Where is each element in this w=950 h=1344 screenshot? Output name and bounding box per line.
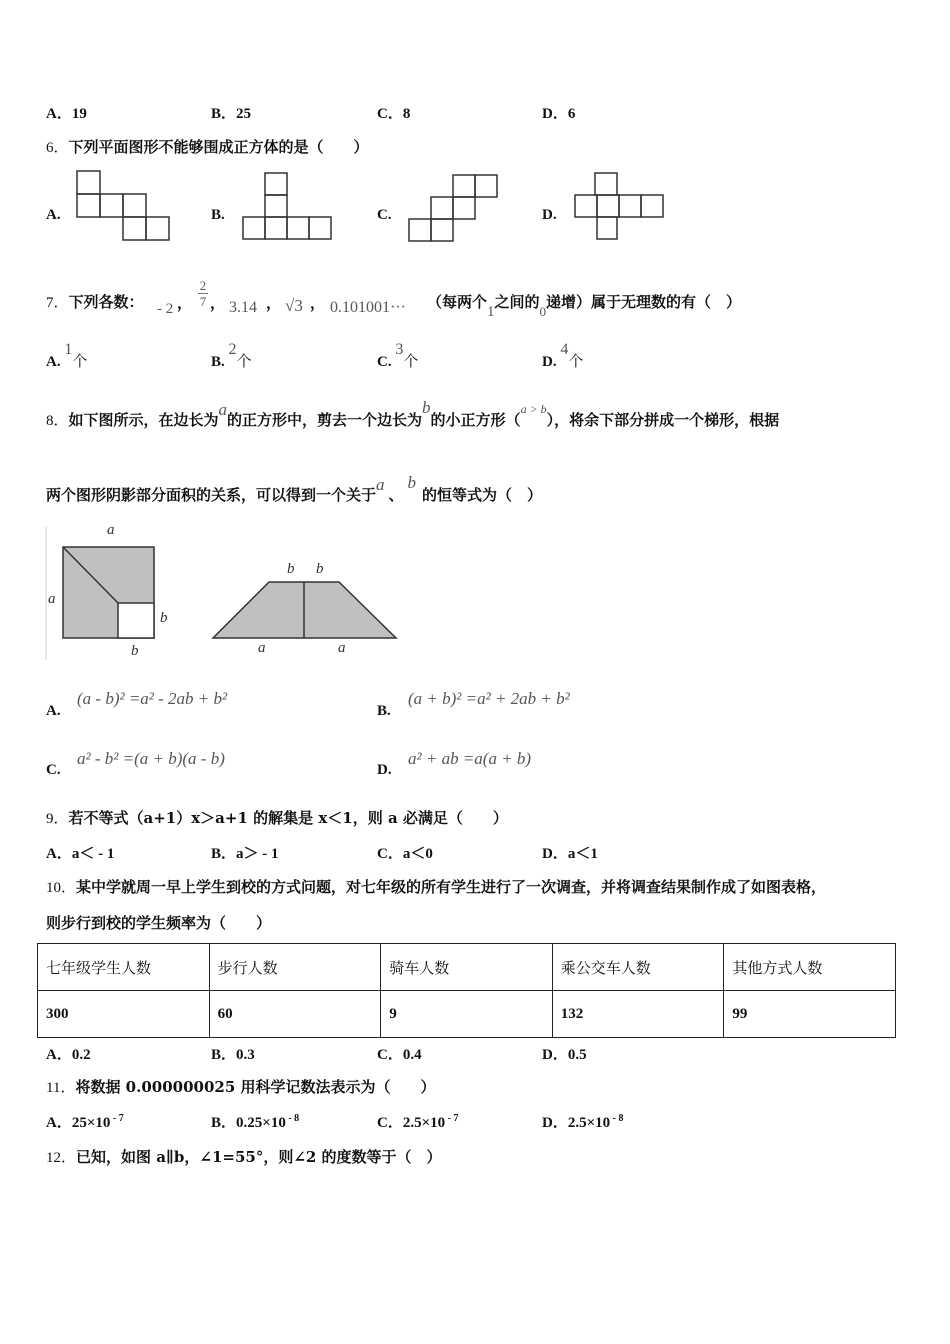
table-cell: 60 <box>209 991 381 1038</box>
trapezoid-label-bottom-right: a <box>338 640 346 656</box>
question-9-stem: 9．若不等式（a+1）x＞a+1 的解集是 x＜1，则 a 必满足（ ） <box>46 809 508 827</box>
q6-option-a-label[interactable]: A. <box>46 207 61 223</box>
square-label-top: a <box>107 522 115 538</box>
q7-option-a[interactable]: A. 1个 <box>46 341 88 370</box>
q8-option-d-label[interactable]: D. <box>377 762 392 778</box>
table-cell: 9 <box>381 991 553 1038</box>
q7-num-sqrt3: √3 <box>285 296 303 315</box>
q10-option-b[interactable]: B．0.3 <box>211 1047 255 1063</box>
q6-option-c-label[interactable]: C. <box>377 207 392 223</box>
table-header-cell: 步行人数 <box>209 944 381 991</box>
q9-option-c[interactable]: C．a＜0 <box>377 846 433 862</box>
q7-option-b[interactable]: B. 2个 <box>211 341 252 370</box>
separator: ， <box>266 294 282 312</box>
square-label-right: b <box>160 610 168 626</box>
table-cell: 132 <box>552 991 724 1038</box>
q9-option-b[interactable]: B．a＞ - 1 <box>211 846 279 862</box>
table-cell: 300 <box>38 991 210 1038</box>
square-label-bottom: b <box>131 643 139 659</box>
separator: ， <box>310 294 326 312</box>
q11-option-a[interactable]: A．25×10 $^{- 7}$ <box>46 1113 124 1131</box>
question-10-line1: 10．某中学就周一早上学生到校的方式问题，对七年级的所有学生进行了一次调查，并将调查结果制作成了如图表格， <box>46 878 827 896</box>
trapezoid-label-top-left: b <box>287 561 295 577</box>
q5-option-c[interactable]: C．8 <box>377 106 411 122</box>
q8-option-b-label[interactable]: B. <box>377 703 391 719</box>
q11-option-c[interactable]: C．2.5×10 $^{- 7}$ <box>377 1113 459 1131</box>
q10-option-d[interactable]: D．0.5 <box>542 1047 587 1063</box>
question-8-line1: 8．如下图所示，在边长为a的正方形中，剪去一个边长为b的小正方形（$^{a > b}$），将余下部分拼成一个梯形，根据 <box>46 398 780 429</box>
q8-option-a-label[interactable]: A. <box>46 703 61 719</box>
question-11-stem: 11．将数据 0.000000025 用科学记数法表示为（ ） <box>46 1078 436 1096</box>
fraction-numerator: 2 <box>199 278 207 293</box>
question-6-stem: 6．下列平面图形不能够围成正方体的是（ ） <box>46 138 369 156</box>
table-cell: 99 <box>724 991 896 1038</box>
trapezoid-label-bottom-left: a <box>258 640 266 656</box>
q5-option-a[interactable]: A．19 <box>46 106 87 122</box>
fraction-denominator: 7 <box>199 294 207 309</box>
trapezoid-label-top-right: b <box>316 561 324 577</box>
separator: ， <box>177 294 193 312</box>
separator: ， <box>210 294 226 312</box>
table-header-cell: 骑车人数 <box>381 944 553 991</box>
table-header-row <box>38 944 896 991</box>
question-7-stem: 7．下列各数： <box>46 293 144 311</box>
q9-option-a[interactable]: A．a＜ - 1 <box>46 846 115 862</box>
q7-num-314: 3.14 <box>229 299 257 316</box>
survey-table <box>37 943 896 1038</box>
question-10-line2: 则步行到校的学生频率为（ ） <box>46 914 272 932</box>
table-header-cell: 其他方式人数 <box>724 944 896 991</box>
q8-option-d-formula: a² + ab =a(a + b) <box>408 749 532 768</box>
q9-option-d[interactable]: D．a＜1 <box>542 846 598 862</box>
q10-option-c[interactable]: C．0.4 <box>377 1047 422 1063</box>
q8-option-a-formula: (a - b)² =a² - 2ab + b² <box>77 689 228 708</box>
question-8-line2: 两个图形阴影部分面积的关系，可以得到一个关于a、b的恒等式为（ ） <box>46 473 543 504</box>
q7-num-decimal: 0.101001··· <box>330 299 406 316</box>
q7-num-neg2: - 2 <box>157 301 174 317</box>
q10-option-a[interactable]: A．0.2 <box>46 1047 91 1063</box>
q8-option-c-formula: a² - b² =(a + b)(a - b) <box>77 749 225 768</box>
table-header-cell: 乘公交车人数 <box>552 944 724 991</box>
q6-option-d-label[interactable]: D. <box>542 207 557 223</box>
q7-option-d[interactable]: D. 4个 <box>542 341 584 370</box>
table-header-cell: 七年级学生人数 <box>38 944 210 991</box>
q11-option-d[interactable]: D．2.5×10 $^{- 8}$ <box>542 1113 624 1131</box>
question-12-stem: 12．已知，如图 a∥b，∠1=55°，则∠2 的度数等于（ ） <box>46 1148 442 1166</box>
table-row <box>38 991 896 1038</box>
q6-option-b-label[interactable]: B. <box>211 207 225 223</box>
q5-option-b[interactable]: B．25 <box>211 106 252 122</box>
q7-stem-suffix: （每两个1之间的0递增）属于无理数的有（ ） <box>427 293 742 320</box>
q8-option-c-label[interactable]: C. <box>46 762 61 778</box>
q7-option-c[interactable]: C. 3个 <box>377 341 419 370</box>
square-label-left: a <box>48 591 56 607</box>
q8-option-b-formula: (a + b)² =a² + 2ab + b² <box>408 689 570 708</box>
q5-option-d[interactable]: D．6 <box>542 106 576 122</box>
q11-option-b[interactable]: B．0.25×10 $^{- 8}$ <box>211 1113 300 1131</box>
